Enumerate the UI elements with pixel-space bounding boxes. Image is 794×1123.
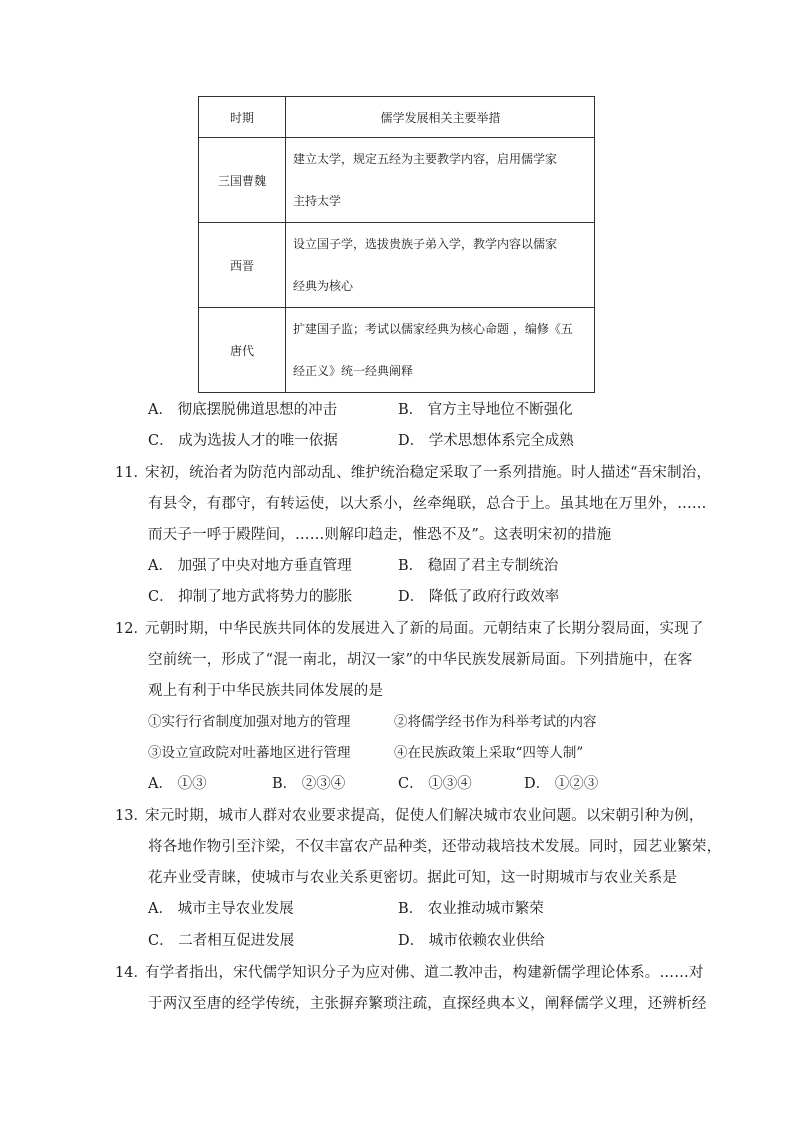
q12-item-4: ④在民族政策上采取“四等人制” bbox=[394, 745, 584, 761]
q11-stem-line: 宋初，统治者为防范内部动乱、维护统治稳定采取了一系列措施。时人描述“吾宋制治， bbox=[145, 465, 712, 481]
q10-option-a[interactable]: A． 彻底摆脱佛道思想的冲击 bbox=[148, 402, 338, 418]
row-measures bbox=[286, 223, 595, 308]
q11-stem-line: 而天子一呼于殿陛间，……则解印趋走，惟恐不及”。这表明宋初的措施 bbox=[148, 527, 612, 543]
q13-stem-line: 将各地作物引至汴梁，不仅丰富农产品种类，还带动栽培技术发展。同时，园艺业繁荣， bbox=[148, 839, 722, 855]
cell-line: 经典为核心 bbox=[293, 279, 354, 293]
cell-line: 主持太学 bbox=[293, 194, 342, 208]
q13-option-d[interactable]: D． 城市依赖农业供给 bbox=[398, 933, 545, 949]
q10-option-b[interactable]: B． 官方主导地位不断强化 bbox=[398, 402, 573, 418]
q12-item-2: ②将儒学经书作为科举考试的内容 bbox=[394, 714, 597, 730]
q12-stem-line: 观上有利于中华民族共同体发展的是 bbox=[148, 683, 384, 699]
q12-option-a[interactable]: A． ①③ bbox=[148, 776, 207, 792]
q12-option-d[interactable]: D． ①②③ bbox=[524, 776, 599, 792]
header-period: 时期 bbox=[199, 97, 286, 138]
q11-option-d[interactable]: D． 降低了政府行政效率 bbox=[398, 589, 560, 605]
cell-line: 设立国子学，选拔贵族子弟入学，教学内容以儒家 bbox=[293, 237, 558, 251]
header-measures: 儒学发展相关主要举措 bbox=[286, 97, 595, 138]
q12-option-b[interactable]: B． ②③④ bbox=[272, 776, 346, 792]
cell-line: 扩建国子监；考试以儒家经典为核心命题 ，编修《五 bbox=[293, 322, 573, 336]
q14-number: 14． bbox=[115, 965, 148, 981]
q12-item-3: ③设立宣政院对吐蕃地区进行管理 bbox=[148, 745, 351, 761]
q12-number: 12． bbox=[115, 621, 148, 637]
q13-number: 13． bbox=[115, 808, 148, 824]
table-row bbox=[199, 308, 595, 393]
cell-line: 建立太学，规定五经为主要教学内容，启用儒学家 bbox=[293, 152, 558, 166]
table-row bbox=[199, 223, 595, 308]
row-period: 西晋 bbox=[199, 223, 286, 308]
q14-stem-line: 有学者指出，宋代儒学知识分子为应对佛、道二教冲击，构建新儒学理论体系。……对 bbox=[145, 965, 704, 981]
row-period: 唐代 bbox=[199, 308, 286, 393]
row-measures bbox=[286, 308, 595, 393]
q12-stem-line: 元朝时期，中华民族共同体的发展进入了新的局面。元朝结束了长期分裂局面，实现了 bbox=[145, 621, 704, 637]
q12-option-c[interactable]: C． ①③④ bbox=[398, 776, 472, 792]
q10-option-c[interactable]: C． 成为选拔人才的唯一依据 bbox=[148, 433, 338, 449]
q11-option-a[interactable]: A． 加强了中央对地方垂直管理 bbox=[148, 558, 352, 574]
q12-stem-line: 空前统一，形成了“混一南北，胡汉一家”的中华民族发展新局面。下列措施中，在客 bbox=[148, 652, 693, 668]
q13-option-c[interactable]: C． 二者相互促进发展 bbox=[148, 933, 295, 949]
row-period: 三国曹魏 bbox=[199, 138, 286, 223]
table-header-row bbox=[199, 97, 595, 138]
q14-stem-line: 于两汉至唐的经学传统，主张摒弃繁琐注疏，直探经典本义，阐释儒学义理，还辨析经 bbox=[148, 996, 707, 1012]
q13-stem-line: 花卉业受青睐，使城市与农业关系更密切。据此可知，这一时期城市与农业关系是 bbox=[148, 870, 678, 886]
q13-option-a[interactable]: A． 城市主导农业发展 bbox=[148, 901, 294, 917]
q11-option-c[interactable]: C． 抑制了地方武将势力的膨胀 bbox=[148, 589, 353, 605]
q11-option-b[interactable]: B． 稳固了君主专制统治 bbox=[398, 558, 559, 574]
q10-option-d[interactable]: D． 学术思想体系完全成熟 bbox=[398, 433, 574, 449]
q11-number: 11． bbox=[115, 465, 148, 481]
q13-option-b[interactable]: B． 农业推动城市繁荣 bbox=[398, 901, 544, 917]
table-row bbox=[199, 138, 595, 223]
confucianism-table bbox=[198, 96, 595, 393]
row-measures bbox=[286, 138, 595, 223]
cell-line: 经正义》统一经典阐释 bbox=[293, 364, 414, 378]
q12-item-1: ①实行行省制度加强对地方的管理 bbox=[148, 714, 351, 730]
q11-stem-line: 有县令，有郡守，有转运使，以大系小，丝牵绳联，总合于上。虽其地在万里外，…… bbox=[148, 496, 707, 512]
q13-stem-line: 宋元时期，城市人群对农业要求提高，促使人们解决城市农业问题。以宋朝引种为例， bbox=[145, 808, 704, 824]
